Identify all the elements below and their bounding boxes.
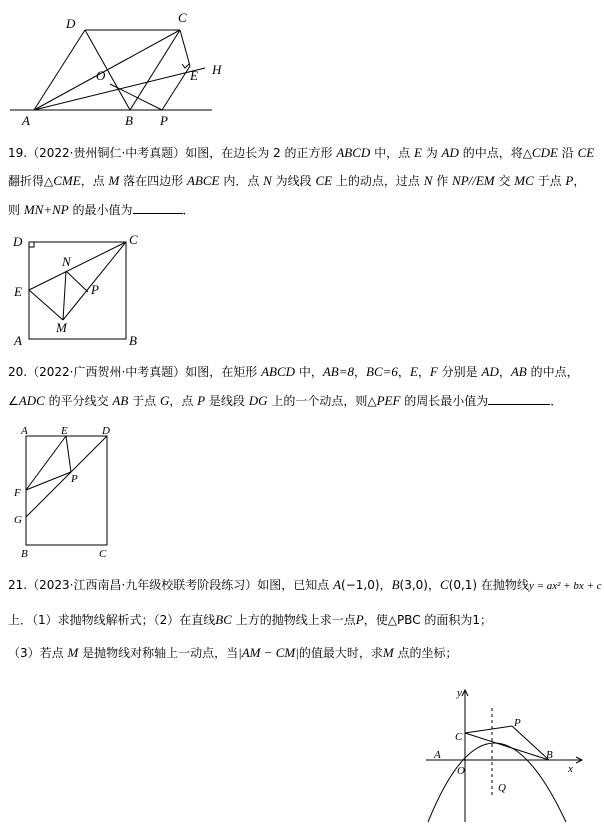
figure-q20-rectangle xyxy=(0,420,130,560)
label-O: O xyxy=(96,68,106,83)
label-N: N xyxy=(62,254,71,269)
label-B: B xyxy=(21,548,28,560)
label-P: P xyxy=(160,113,168,128)
label-C: C xyxy=(99,548,107,560)
q19-line1: 19.（2022·贵州铜仁·中考真题）如图，在边长为 2 的正方形 ABCD 中，点 E 为 AD 的中点，将△CDE 沿 CE xyxy=(8,145,595,160)
label-B: B xyxy=(125,113,133,128)
q21-line1: 21.（2023·江西南昌·九年级校联考阶段练习）如图，已知点 A(−1,0)，B(3,0)，C(0,1) 在抛物线y = ax² + bx + c xyxy=(8,577,602,592)
parabola-equation: y = ax² + bx + c xyxy=(528,580,602,592)
label-x: x xyxy=(568,763,573,775)
label-y: y xyxy=(457,687,462,699)
q19-line2: 翻折得△CME，点 M 落在四边形 ABCE 内．点 N 为线段 CE 上的动点，过点 N 作 NP//EM 交 MC 于点 P， xyxy=(8,173,586,188)
label-P: P xyxy=(514,717,521,729)
label-D: D xyxy=(102,425,110,437)
q20-line2: ∠ADC 的平分线交 AB 于点 G，点 P 是线段 DG 上的一个动点，则△PEF 的周长最小值为 ． xyxy=(8,393,563,408)
label-O: O xyxy=(457,765,465,777)
label-F: F xyxy=(14,487,21,499)
figure-top-geometry xyxy=(0,0,240,128)
label-P: P xyxy=(71,473,78,485)
label-M: M xyxy=(56,320,67,335)
label-E: E xyxy=(190,68,198,83)
answer-blank[interactable] xyxy=(488,393,550,405)
label-A: A xyxy=(22,113,30,128)
q21-line3: （3）若点 M 是抛物线对称轴上一动点，当|AM − CM|的值最大时，求M 点的坐标； xyxy=(8,645,458,660)
answer-blank[interactable] xyxy=(133,202,183,214)
label-D: D xyxy=(13,234,23,249)
label-E: E xyxy=(14,284,22,299)
label-E: E xyxy=(61,425,68,437)
label-A: A xyxy=(14,333,22,348)
label-C: C xyxy=(178,10,187,25)
figure-q21-parabola xyxy=(420,684,600,824)
label-Q: Q xyxy=(498,782,506,794)
q21-line2: 上．（1）求抛物线解析式；（2）在直线BC 上方的抛物线上求一点P，使△PBC 的面积为1； xyxy=(8,612,493,627)
figure-q19-square xyxy=(0,228,150,348)
label-B: B xyxy=(546,749,553,761)
label-A: A xyxy=(21,425,28,437)
label-H: H xyxy=(212,62,222,77)
q19-line3: 则 MN+NP 的最小值为 ． xyxy=(8,202,195,217)
label-D: D xyxy=(66,16,76,31)
label-A: A xyxy=(434,749,441,761)
label-G: G xyxy=(14,514,22,526)
q20-line1: 20.（2022·广西贺州·中考真题）如图，在矩形 ABCD 中，AB=8，BC=6，E，F 分别是 AD，AB 的中点， xyxy=(8,364,579,379)
label-C: C xyxy=(455,731,463,743)
label-C: C xyxy=(129,232,138,247)
label-P: P xyxy=(91,282,99,297)
label-B: B xyxy=(129,333,137,348)
